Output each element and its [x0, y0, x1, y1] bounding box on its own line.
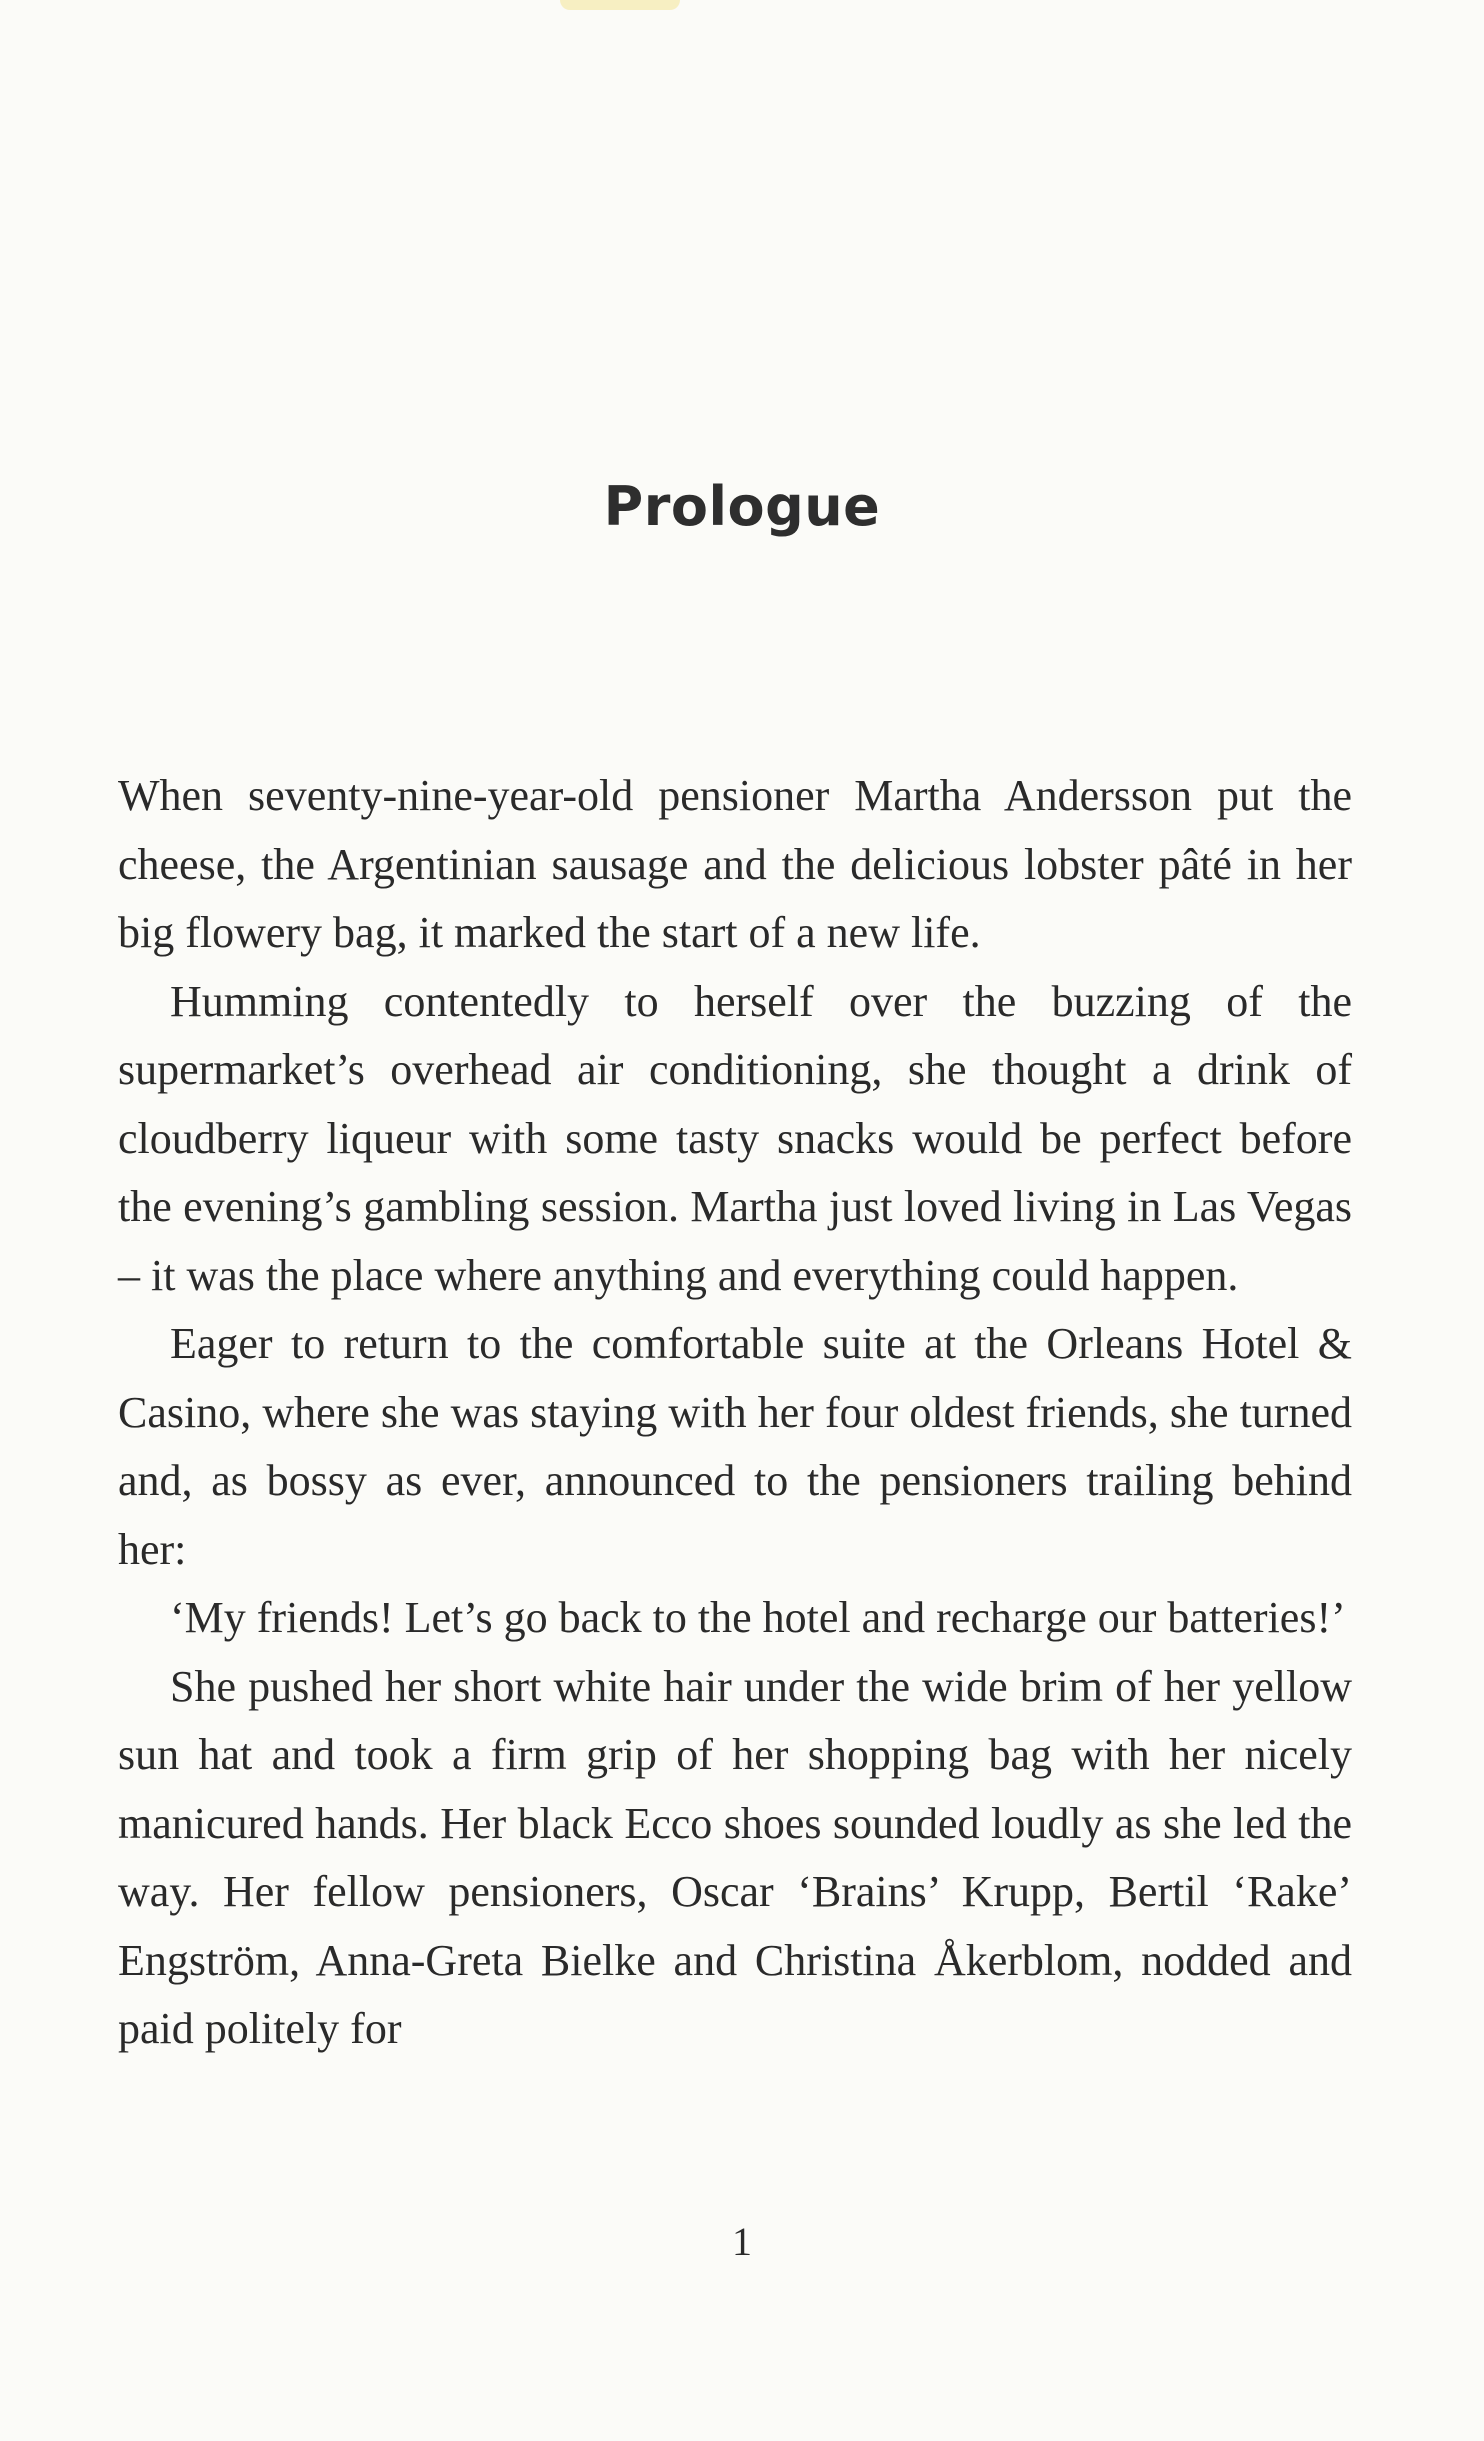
paragraph: Eager to return to the comfortable suite at the Orleans Hotel & Casino, where she was staying with her four oldest friends, she turned and, as bossy as ever, announced to the pensioners trailing behind her:	[118, 1319, 1352, 1574]
chapter-body	[118, 762, 1352, 2064]
paragraph: Humming contentedly to herself over the buzzing of the supermarket’s overhead air conditioning, she thought a drink of cloudberry liqueur with some tasty snacks would be perfect before the evening’s gambling session. Martha just loved living in Las Vegas – it was the place where anything and everything could happen.	[118, 976, 1352, 1300]
page-number: 1	[732, 2219, 752, 2264]
paragraph: When seventy-nine-year-old pensioner Martha Andersson put the cheese, the Argentinian sausage and the delicious lobster pâté in her big flowery bag, it marked the start of a new life.	[118, 771, 1352, 957]
paragraph: She pushed her short white hair under the wide brim of her yellow sun hat and took a firm grip of her shopping bag with her nicely manicured hands. Her black Ecco shoes sounded loudly as she led the way. Her fellow pensioners, Oscar ‘Brains’ Krupp, Bertil ‘Rake’ Engström, Anna-Greta Bielke and Christina Åkerblom, nodded and paid politely for	[118, 1661, 1352, 2053]
page-edge-mark	[560, 0, 680, 10]
chapter-title: Prologue	[603, 475, 881, 538]
paragraph: ‘My friends! Let’s go back to the hotel and recharge our batteries!’	[170, 1593, 1346, 1642]
